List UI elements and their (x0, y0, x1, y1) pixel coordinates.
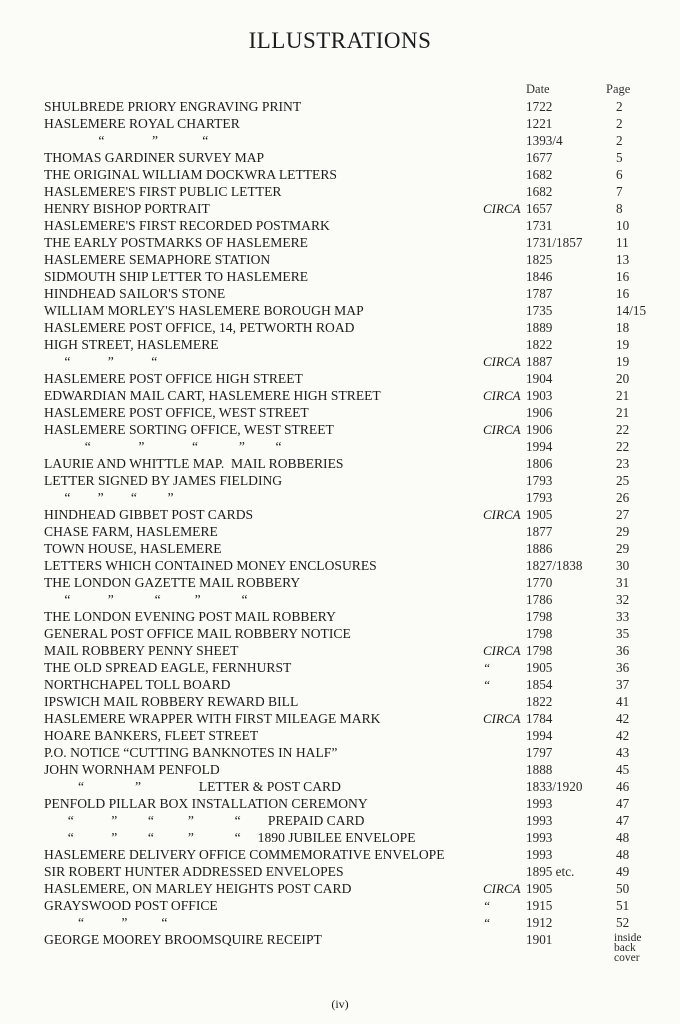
circa-marker: “ (483, 898, 491, 913)
illustration-date: 1827/1838 (526, 558, 583, 573)
illustration-date: 1887 (526, 354, 553, 369)
list-item (0, 438, 680, 455)
illustration-date: 1682 (526, 167, 553, 182)
illustration-title: THE LONDON EVENING POST MAIL ROBBERY (44, 609, 336, 624)
illustration-page: 29 (616, 541, 630, 556)
illustration-date: 1393/4 (526, 133, 563, 148)
illustration-page: 45 (616, 762, 630, 777)
page-column-header: Page (606, 82, 631, 96)
illustration-title: LAURIE AND WHITTLE MAP. MAIL ROBBERIES (44, 456, 344, 471)
illustration-date: 1731/1857 (526, 235, 583, 250)
list-item (0, 863, 680, 880)
list-item (0, 795, 680, 812)
list-item (0, 812, 680, 829)
list-item (0, 268, 680, 285)
illustration-title: HASLEMERE SORTING OFFICE, WEST STREET (44, 422, 334, 437)
illustration-title: HENRY BISHOP PORTRAIT (44, 201, 210, 216)
illustration-title: “ ” “ ” “ (44, 592, 248, 607)
illustration-title: HIGH STREET, HASLEMERE (44, 337, 219, 352)
illustration-date: 1915 (526, 898, 553, 913)
illustration-date: 1905 (526, 660, 553, 675)
list-item (0, 540, 680, 557)
list-item (0, 319, 680, 336)
illustration-page: 52 (616, 915, 630, 930)
illustration-page: 10 (616, 218, 630, 233)
circa-marker: CIRCA (483, 643, 521, 658)
illustration-date: 1798 (526, 643, 553, 658)
illustration-date: 1905 (526, 881, 553, 896)
list-item (0, 608, 680, 625)
illustration-title: EDWARDIAN MAIL CART, HASLEMERE HIGH STREET (44, 388, 381, 403)
illustration-title: HASLEMERE'S FIRST PUBLIC LETTER (44, 184, 282, 199)
illustration-page: 6 (616, 167, 623, 182)
illustration-title: THOMAS GARDINER SURVEY MAP (44, 150, 265, 165)
illustration-date: 1903 (526, 388, 553, 403)
illustration-page: 31 (616, 575, 630, 590)
illustration-date: 1677 (526, 150, 553, 165)
illustration-page: inside back cover (614, 932, 642, 964)
illustration-page: 50 (616, 881, 630, 896)
illustration-title: HASLEMERE SEMAPHORE STATION (44, 252, 271, 267)
list-item (0, 336, 680, 353)
circa-marker: CIRCA (483, 201, 521, 216)
illustration-date: 1886 (526, 541, 553, 556)
illustration-date: 1846 (526, 269, 553, 284)
list-item (0, 404, 680, 421)
illustration-page: 21 (616, 405, 630, 420)
illustration-page: 13 (616, 252, 630, 267)
illustration-date: 1877 (526, 524, 553, 539)
illustration-title: JOHN WORNHAM PENFOLD (44, 762, 220, 777)
illustration-title: THE EARLY POSTMARKS OF HASLEMERE (44, 235, 308, 250)
illustration-title: LETTER SIGNED BY JAMES FIELDING (44, 473, 283, 488)
illustration-title: HASLEMERE POST OFFICE, WEST STREET (44, 405, 309, 420)
list-item (0, 676, 680, 693)
list-item (0, 183, 680, 200)
illustration-title: PENFOLD PILLAR BOX INSTALLATION CEREMONY (44, 796, 368, 811)
illustration-date: 1793 (526, 490, 553, 505)
illustration-date: 1657 (526, 201, 553, 216)
illustration-title: “ ” “ ” “ 1890 JUBILEE ENVELOPE (44, 830, 416, 845)
illustration-title: “ ” “ ” “ (44, 439, 282, 454)
illustration-page: 5 (616, 150, 623, 165)
illustration-page: 18 (616, 320, 630, 335)
illustration-date: 1833/1920 (526, 779, 583, 794)
illustration-date: 1806 (526, 456, 553, 471)
list-item (0, 523, 680, 540)
list-item (0, 149, 680, 166)
illustration-title: HASLEMERE ROYAL CHARTER (44, 116, 240, 131)
illustration-page: 41 (616, 694, 630, 709)
illustration-date: 1888 (526, 762, 553, 777)
illustration-page: 20 (616, 371, 630, 386)
list-item (0, 557, 680, 574)
illustration-date: 1770 (526, 575, 553, 590)
illustration-title: THE ORIGINAL WILLIAM DOCKWRA LETTERS (44, 167, 337, 182)
illustration-page: 22 (616, 439, 630, 454)
illustration-title: HASLEMERE DELIVERY OFFICE COMMEMORATIVE ENVELOPE (44, 847, 445, 862)
illustration-title: HASLEMERE WRAPPER WITH FIRST MILEAGE MARK (44, 711, 381, 726)
illustration-date: 1798 (526, 626, 553, 641)
illustration-title: HASLEMERE POST OFFICE HIGH STREET (44, 371, 303, 386)
illustration-page: 42 (616, 711, 630, 726)
illustration-title: “ ” “ (44, 133, 209, 148)
list-item (0, 234, 680, 251)
circa-marker: “ (483, 677, 491, 692)
list-item (0, 489, 680, 506)
illustration-date: 1797 (526, 745, 553, 760)
list-item (0, 880, 680, 897)
circa-marker: CIRCA (483, 711, 521, 726)
illustration-page: 43 (616, 745, 630, 760)
list-item (0, 642, 680, 659)
list-item (0, 829, 680, 846)
illustration-title: WILLIAM MORLEY'S HASLEMERE BOROUGH MAP (44, 303, 364, 318)
illustration-date: 1787 (526, 286, 553, 301)
list-item (0, 506, 680, 523)
circa-marker: CIRCA (483, 881, 521, 896)
illustration-page: 46 (616, 779, 630, 794)
illustration-page: 49 (616, 864, 630, 879)
illustration-date: 1993 (526, 813, 553, 828)
illustration-date: 1994 (526, 728, 553, 743)
illustration-page: 19 (616, 337, 630, 352)
illustration-page: 47 (616, 813, 630, 828)
illustration-date: 1906 (526, 422, 553, 437)
illustration-date: 1822 (526, 337, 553, 352)
circa-marker: CIRCA (483, 354, 521, 369)
illustration-date: 1731 (526, 218, 553, 233)
illustration-page: 22 (616, 422, 630, 437)
illustration-page: 16 (616, 286, 630, 301)
illustration-page: 48 (616, 847, 630, 862)
list-item (0, 625, 680, 642)
illustration-page: 16 (616, 269, 630, 284)
list-item (0, 761, 680, 778)
list-item (0, 846, 680, 863)
list-item (0, 166, 680, 183)
illustration-date: 1912 (526, 915, 553, 930)
circa-marker: CIRCA (483, 388, 521, 403)
list-item (0, 897, 680, 914)
list-item (0, 931, 680, 964)
illustration-title: HASLEMERE, ON MARLEY HEIGHTS POST CARD (44, 881, 352, 896)
illustration-page: 26 (616, 490, 630, 505)
illustration-date: 1682 (526, 184, 553, 199)
illustration-page: 42 (616, 728, 630, 743)
list-item (0, 251, 680, 268)
illustration-page: 30 (616, 558, 630, 573)
illustration-date: 1906 (526, 405, 553, 420)
illustration-page: 33 (616, 609, 630, 624)
illustration-date: 1825 (526, 252, 553, 267)
list-item (0, 302, 680, 319)
illustration-title: SIDMOUTH SHIP LETTER TO HASLEMERE (44, 269, 309, 284)
illustration-title: IPSWICH MAIL ROBBERY REWARD BILL (44, 694, 299, 709)
illustration-page: 14/15 (616, 303, 647, 318)
illustration-date: 1993 (526, 847, 553, 862)
illustration-date: 1993 (526, 830, 553, 845)
illustration-date: 1854 (526, 677, 553, 692)
illustration-title: THE LONDON GAZETTE MAIL ROBBERY (44, 575, 301, 590)
illustration-date: 1786 (526, 592, 553, 607)
list-item (0, 727, 680, 744)
list-item (0, 693, 680, 710)
page-title: ILLUSTRATIONS (248, 28, 432, 53)
list-item (0, 132, 680, 149)
illustration-title: “ ” “ ” “ PREPAID CARD (44, 813, 365, 828)
list-item (0, 370, 680, 387)
illustrations-list (0, 98, 680, 964)
illustration-date: 1793 (526, 473, 553, 488)
illustration-page: 11 (616, 235, 629, 250)
illustration-page: 19 (616, 354, 630, 369)
list-item (0, 778, 680, 795)
illustration-title: NORTHCHAPEL TOLL BOARD (44, 677, 231, 692)
illustration-title: “ ” “ ” (44, 490, 174, 505)
illustration-title: SIR ROBERT HUNTER ADDRESSED ENVELOPES (44, 864, 344, 879)
illustration-page: 2 (616, 99, 623, 114)
illustration-title: HOARE BANKERS, FLEET STREET (44, 728, 259, 743)
illustration-title: “ ” LETTER & POST CARD (44, 779, 341, 794)
list-item (0, 98, 680, 115)
illustration-date: 1221 (526, 116, 553, 131)
list-item (0, 574, 680, 591)
illustration-title: HINDHEAD GIBBET POST CARDS (44, 507, 254, 522)
illustration-page: 23 (616, 456, 630, 471)
illustration-title: HASLEMERE POST OFFICE, 14, PETWORTH ROAD (44, 320, 355, 335)
illustration-title: P.O. NOTICE “CUTTING BANKNOTES IN HALF” (44, 745, 338, 760)
illustration-page: 8 (616, 201, 623, 216)
list-item (0, 472, 680, 489)
list-item (0, 455, 680, 472)
list-item (0, 285, 680, 302)
date-column-header: Date (526, 82, 550, 96)
illustration-date: 1784 (526, 711, 553, 726)
illustration-page: 37 (616, 677, 630, 692)
list-item (0, 217, 680, 234)
illustration-title: GEORGE MOOREY BROOMSQUIRE RECEIPT (44, 932, 322, 947)
list-item (0, 744, 680, 761)
illustration-page: 36 (616, 660, 630, 675)
list-item (0, 710, 680, 727)
illustration-date: 1994 (526, 439, 553, 454)
list-item (0, 914, 680, 931)
illustration-title: HASLEMERE'S FIRST RECORDED POSTMARK (44, 218, 330, 233)
illustration-page: 7 (616, 184, 623, 199)
illustration-date: 1993 (526, 796, 553, 811)
illustration-date: 1904 (526, 371, 553, 386)
list-item (0, 387, 680, 404)
illustration-title: GRAYSWOOD POST OFFICE (44, 898, 218, 913)
illustration-date: 1905 (526, 507, 553, 522)
circa-marker: CIRCA (483, 507, 521, 522)
illustration-date: 1822 (526, 694, 553, 709)
illustration-title: “ ” “ (44, 915, 168, 930)
illustration-page: 51 (616, 898, 630, 913)
illustration-page: 36 (616, 643, 630, 658)
illustration-title: “ ” “ (44, 354, 158, 369)
illustration-page: 2 (616, 133, 623, 148)
illustration-title: SHULBREDE PRIORY ENGRAVING PRINT (44, 99, 302, 114)
illustration-page: 48 (616, 830, 630, 845)
illustration-page: 47 (616, 796, 630, 811)
circa-marker: “ (483, 660, 491, 675)
page-number: (iv) (331, 997, 349, 1011)
illustration-title: HINDHEAD SAILOR'S STONE (44, 286, 226, 301)
illustration-page: 29 (616, 524, 630, 539)
illustration-title: TOWN HOUSE, HASLEMERE (44, 541, 222, 556)
illustration-title: GENERAL POST OFFICE MAIL ROBBERY NOTICE (44, 626, 351, 641)
illustration-page: 2 (616, 116, 623, 131)
illustration-date: 1735 (526, 303, 553, 318)
illustration-page: 32 (616, 592, 630, 607)
illustration-date: 1722 (526, 99, 553, 114)
circa-marker: CIRCA (483, 422, 521, 437)
illustration-title: LETTERS WHICH CONTAINED MONEY ENCLOSURES (44, 558, 377, 573)
circa-marker: “ (483, 915, 491, 930)
list-item (0, 659, 680, 676)
illustration-title: CHASE FARM, HASLEMERE (44, 524, 218, 539)
list-item (0, 115, 680, 132)
illustration-page: 21 (616, 388, 630, 403)
illustration-date: 1901 (526, 932, 553, 947)
illustration-title: THE OLD SPREAD EAGLE, FERNHURST (44, 660, 292, 675)
illustration-page: 35 (616, 626, 630, 641)
illustration-date: 1798 (526, 609, 553, 624)
illustration-date: 1889 (526, 320, 553, 335)
illustration-page: 25 (616, 473, 630, 488)
illustration-title: MAIL ROBBERY PENNY SHEET (44, 643, 239, 658)
illustration-date: 1895 etc. (526, 864, 575, 879)
list-item (0, 353, 680, 370)
list-item (0, 200, 680, 217)
illustration-page: 27 (616, 507, 630, 522)
list-item (0, 421, 680, 438)
list-item (0, 591, 680, 608)
